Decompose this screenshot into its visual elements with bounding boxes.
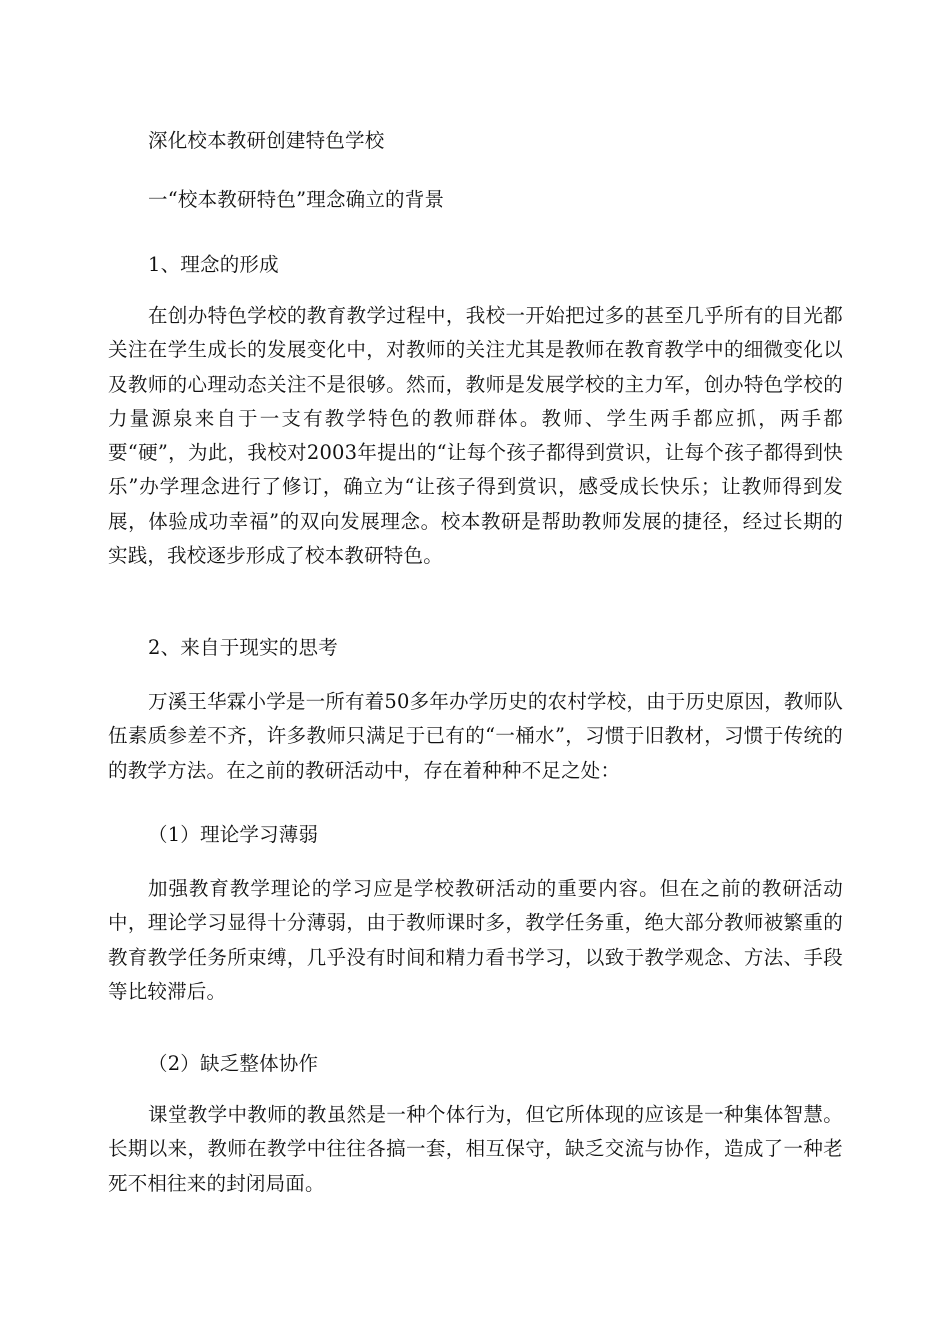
point-heading-1: （1）理论学习薄弱 bbox=[148, 823, 319, 846]
document-title: 深化校本教研创建特色学校 bbox=[148, 129, 385, 152]
subsection-heading-2: 2、来自于现实的思考 bbox=[148, 636, 338, 659]
paragraph-1: 在创办特色学校的教育教学过程中，我校一开始把过多的甚至几乎所有的目光都关注在学生成长的发展变化中，对教师的关注尤其是教师在教育教学中的细微变化以及教师的心理动态关注不是很够。然而，教师是发展学校的主力军，创办特色学校的力量源泉来自于一支有教学特色的教师群体。教师、学生两手都应抓，两手都要“硬”，为此，我校对2003年提出的“让每个孩子都得到赏识，让每个孩子都得到快乐”办学理念进行了修订，确立为“让孩子得到赏识，感受成长快乐；让教师得到发展，体验成功幸福”的双向发展理念。校本教研是帮助教师发展的捷径，经过长期的实践，我校逐步形成了校本教研特色。 bbox=[108, 304, 843, 568]
subsection-heading-1: 1、理念的形成 bbox=[148, 253, 279, 276]
point-heading-2: （2）缺乏整体协作 bbox=[148, 1052, 319, 1075]
paragraph-3: 加强教育教学理论的学习应是学校教研活动的重要内容。但在之前的教研活动中，理论学习显得十分薄弱，由于教师课时多，教学任务重，绝大部分教师被繁重的教育教学任务所束缚，几乎没有时间和精力看书学习，以致于教学观念、方法、手段等比较滞后。 bbox=[108, 877, 843, 1003]
paragraph-2: 万溪王华霖小学是一所有着50多年办学历史的农村学校，由于历史原因，教师队伍素质参差不齐，许多教师只满足于已有的“一桶水”，习惯于旧教材，习惯于传统的的教学方法。在之前的教研活动中，存在着种种不足之处： bbox=[108, 690, 844, 782]
paragraph-4: 课堂教学中教师的教虽然是一种个体行为，但它所体现的应该是一种集体智慧。长期以来，教师在教学中往往各搞一套，相互保守，缺乏交流与协作，造成了一种老死不相往来的封闭局面。 bbox=[108, 1103, 843, 1195]
section-heading: 一“校本教研特色”理念确立的背景 bbox=[148, 188, 445, 211]
